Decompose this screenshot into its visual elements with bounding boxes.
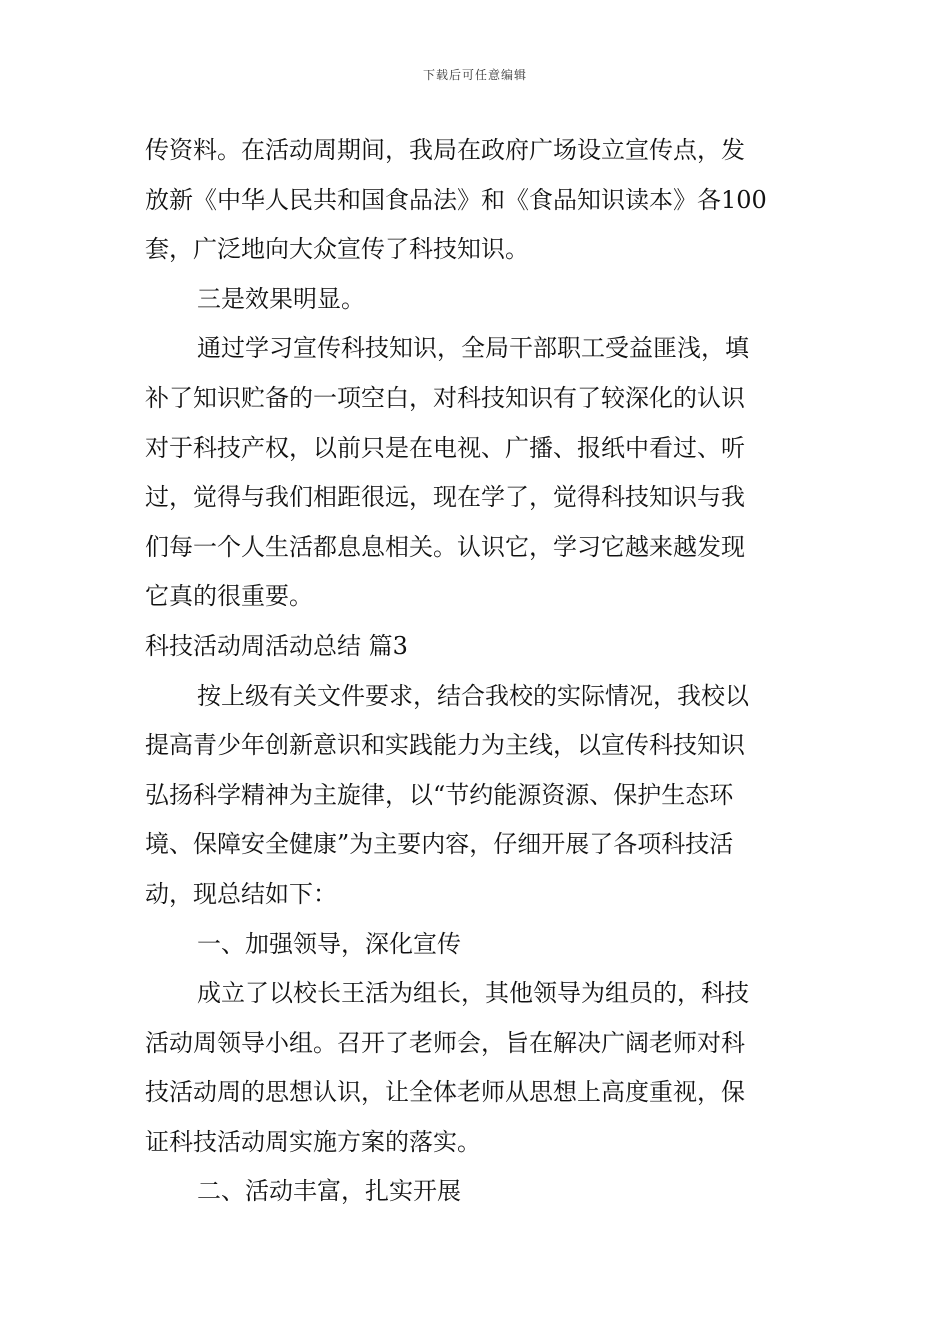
paragraph-heading: 三是效果明显。 (197, 284, 365, 313)
text-line: 们每一个人生活都息息相关。认识它，学习它越来越发现 (145, 532, 745, 561)
page-header: 下载后可任意编辑 (422, 68, 527, 82)
text-line: 对于科技产权，以前只是在电视、广播、报纸中看过、听 (145, 433, 745, 462)
text-line: 放新《中华人民共和国食品法》和《食品知识读本》各100 (145, 185, 767, 214)
text-line: 补了知识贮备的一项空白，对科技知识有了较深化的认识 (145, 383, 745, 412)
text-line: 按上级有关文件要求，结合我校的实际情况，我校以 (197, 681, 749, 710)
text-line: 成立了以校长王活为组长，其他领导为组员的，科技 (197, 979, 749, 1008)
text-line: 境、保障安全健康”为主要内容，仔细开展了各项科技活 (145, 830, 734, 859)
text-line: 动，现总结如下： (145, 879, 337, 908)
text-line: 活动周领导小组。召开了老师会，旨在解决广阔老师对科 (145, 1028, 745, 1057)
paragraph-heading: 一、加强领导，深化宣传 (197, 929, 461, 958)
section-title: 科技活动周活动总结 篇3 (145, 631, 408, 660)
text-line: 它真的很重要。 (145, 582, 313, 611)
text-line: 传资料。在活动周期间，我局在政府广场设立宣传点，发 (145, 136, 745, 164)
text-line: 过，觉得与我们相距很远，现在学了，觉得科技知识与我 (145, 483, 745, 512)
text-line: 证科技活动周实施方案的落实。 (145, 1127, 481, 1156)
document-body (145, 126, 810, 1217)
text-line: 提高青少年创新意识和实践能力为主线，以宣传科技知识 (145, 731, 745, 760)
text-line: 弘扬科学精神为主旋律，以“节约能源资源、保护生态环 (145, 780, 734, 809)
text-line: 技活动周的思想认识，让全体老师从思想上高度重视，保 (145, 1078, 745, 1107)
text-line: 通过学习宣传科技知识，全局干部职工受益匪浅，填 (197, 334, 749, 363)
paragraph-heading: 二、活动丰富，扎实开展 (197, 1177, 461, 1206)
text-line: 套，广泛地向大众宣传了科技知识。 (145, 235, 529, 264)
